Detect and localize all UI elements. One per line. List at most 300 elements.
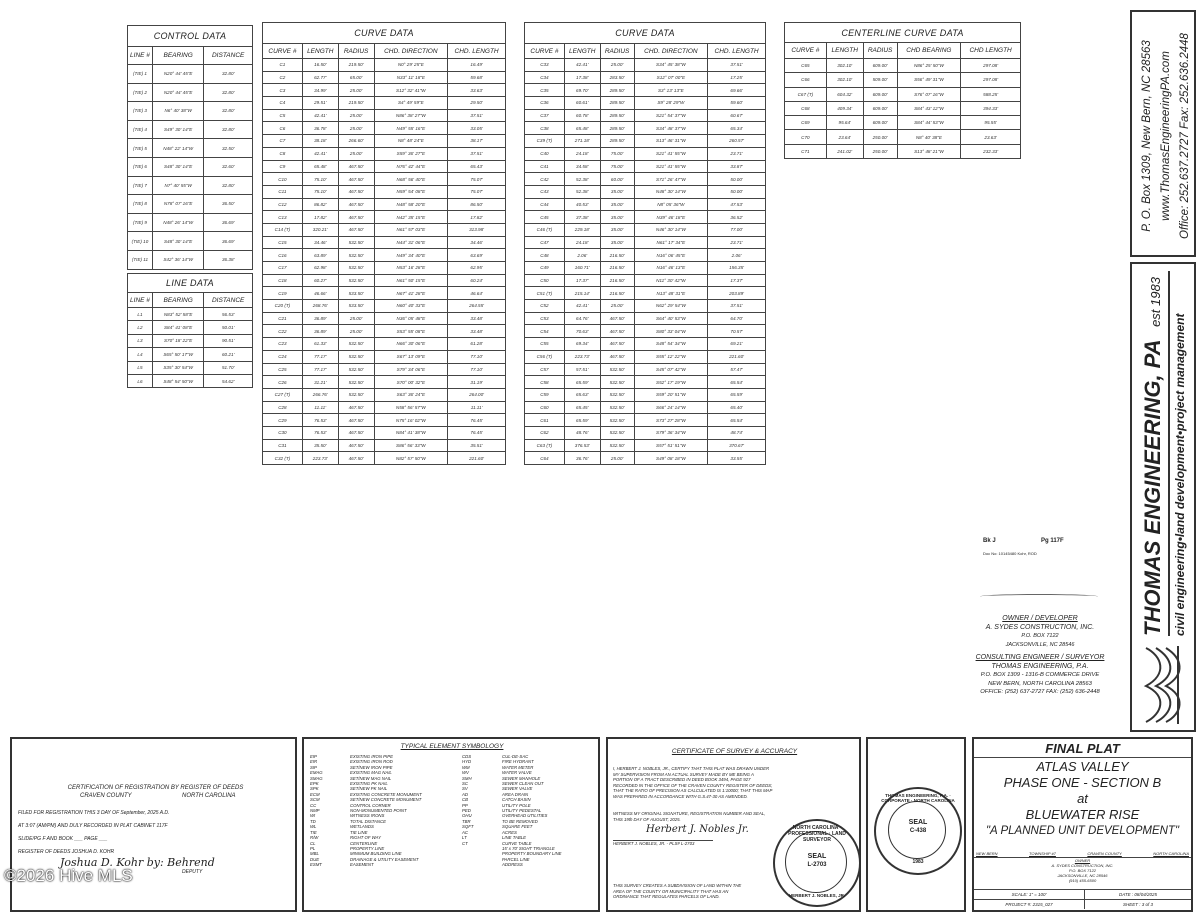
column-header: LENGTH: [564, 44, 600, 59]
table-cell: S48° 30' 14"E: [152, 157, 203, 176]
table-cell: 38.18': [302, 135, 338, 148]
symbol-description: MINIMUM BUILDING LINE: [350, 851, 402, 857]
table-row: [263, 160, 506, 173]
register-signature: Joshua D. Kohr by: Behrend: [60, 856, 215, 869]
table-row: [263, 135, 506, 148]
table-title: LINE DATA: [128, 274, 253, 293]
table-cell: C25: [263, 363, 303, 376]
symbol-description: ADDRESS: [502, 862, 523, 868]
table-cell: 289.50': [600, 84, 634, 97]
table-cell: C46 (T): [525, 223, 565, 236]
table-cell: N11° 30' 42"W: [634, 274, 708, 287]
symbol-abbrev: PP: [462, 802, 468, 808]
table-cell: 86.50': [448, 198, 506, 211]
table-cell: 33.63': [448, 84, 506, 97]
table-cell: 32.50': [204, 139, 253, 158]
table-cell: 35.50': [302, 439, 338, 452]
deputy-label: DEPUTY: [182, 869, 203, 875]
table-cell: 532.50': [338, 388, 374, 401]
table-cell: 64.76': [564, 312, 600, 325]
symbol-abbrev: SIP: [310, 764, 317, 770]
table-cell: 76.45': [448, 414, 506, 427]
table-cell: 95.64': [826, 116, 863, 130]
table-cell: 532.50': [338, 236, 374, 249]
table-cell: S86° 56' 33"W: [374, 439, 448, 452]
symbol-abbrev: TIE: [310, 829, 317, 835]
table-row: [525, 236, 766, 249]
column-header: CHD. DIRECTION: [634, 44, 708, 59]
symbology-legend: [302, 737, 600, 912]
table-cell: 75.00': [600, 147, 634, 160]
table-row: [263, 325, 506, 338]
column-header: CHD. LENGTH: [708, 44, 766, 59]
symbol-description: 15' x 70' SIGHT TRIANGLE: [502, 845, 555, 851]
recording-book: Bk J: [983, 538, 996, 544]
table-cell: 50.00': [708, 173, 766, 186]
table-row: [525, 401, 766, 414]
title-block: [972, 737, 1193, 912]
table-cell: 11.11': [302, 401, 338, 414]
table-cell: 532.50': [600, 439, 634, 452]
company-tagline: civil engineering•land development•project management: [1168, 271, 1187, 636]
project-phase: PHASE ONE - SECTION B: [1003, 775, 1162, 790]
symbol-abbrev: TBR: [462, 818, 471, 824]
table-cell: 62.95': [448, 262, 506, 275]
table-row: [128, 176, 253, 195]
table-cell: 250.00': [863, 144, 897, 158]
table-cell: 65.54': [708, 376, 766, 389]
symbol-abbrev: CB: [462, 797, 468, 803]
table-cell: 46.66': [302, 287, 338, 300]
table-cell: N68° 56' 40"E: [374, 173, 448, 186]
table-cell: 23.71': [708, 147, 766, 160]
owner-line: P.O. BOX 7122: [1021, 633, 1059, 639]
company-website: www.ThomasEngineeringPA.com: [1160, 51, 1172, 221]
table-cell: 36.38': [204, 250, 253, 269]
table-cell: 160.71': [564, 262, 600, 275]
curve-data-2-table: [524, 22, 766, 465]
contact-text: [1138, 20, 1195, 252]
table-cell: C71: [785, 144, 827, 158]
table-cell: 50.01': [204, 321, 253, 334]
table-cell: C22: [263, 325, 303, 338]
engineer-heading: CONSULTING ENGINEER / SURVEYOR: [975, 654, 1105, 661]
table-cell: N20° 44' 45"E: [152, 65, 203, 84]
table-cell: 42.41': [302, 109, 338, 122]
table-cell: 216.50': [600, 249, 634, 262]
control-data-table: [127, 25, 253, 270]
table-cell: N48° 22' 14"W: [152, 139, 203, 158]
table-cell: 283.50': [600, 71, 634, 84]
table-cell: 17.37': [564, 274, 600, 287]
table-row: [525, 160, 766, 173]
table-row: [128, 102, 253, 121]
table-cell: 467.50': [338, 452, 374, 465]
table-cell: 59.68': [448, 71, 506, 84]
table-cell: 54.62': [204, 374, 253, 387]
table-cell: 588.25': [961, 87, 1021, 101]
symbol-description: CENTERLINE: [350, 840, 378, 846]
table-cell: C20 (T): [263, 300, 303, 313]
table-cell: C50: [525, 274, 565, 287]
table-cell: S49° 08' 18"W: [634, 452, 708, 465]
table-cell: 36.78': [302, 122, 338, 135]
location-item: TOWNSHIP #7: [1029, 851, 1056, 856]
table-cell: S70° 00' 32"E: [374, 376, 448, 389]
table-cell: 25.00': [600, 59, 634, 72]
table-row: [525, 122, 766, 135]
development-type: "A PLANNED UNIT DEVELOPMENT": [985, 825, 1180, 837]
table-cell: N8° 40' 38"E: [897, 130, 961, 144]
table-row: [785, 87, 1021, 101]
table-cell: N62° 29' 54"W: [634, 300, 708, 313]
table-cell: 29.51': [302, 97, 338, 110]
table-cell: 48.74': [708, 426, 766, 439]
table-cell: N75° 16' 02"W: [374, 414, 448, 427]
table-cell: 266.60': [338, 135, 374, 148]
symbol-abbrev: LT: [462, 835, 467, 841]
table-cell: N7° 40' 55"W: [152, 176, 203, 195]
symbol-description: WETLANDS: [350, 824, 374, 830]
table-row: [128, 334, 253, 347]
table-cell: C33: [525, 59, 565, 72]
watermark: ©2026 Hive MLS: [4, 866, 133, 885]
table-cell: C38: [525, 122, 565, 135]
table-cell: 532.50': [338, 338, 374, 351]
corporate-seal: [874, 787, 962, 875]
table-row: [263, 198, 506, 211]
table-cell: S13° 46' 31"W: [634, 135, 708, 148]
engineer-line: OFFICE: (252) 637-2727 FAX: (252) 636-2448: [980, 689, 1100, 695]
table-cell: C39 (T): [525, 135, 565, 148]
table-cell: 65.40': [708, 401, 766, 414]
table-cell: C2: [263, 71, 303, 84]
symbol-abbrev: WL: [310, 824, 317, 830]
symbol-description: WITNESS IRONS: [350, 813, 385, 819]
plat-type: FINAL PLAT: [974, 741, 1191, 758]
table-cell: N48° 30' 14"W: [634, 185, 708, 198]
table-row: [525, 452, 766, 465]
table-cell: 532.50': [338, 274, 374, 287]
table-cell: 467.50': [338, 173, 374, 186]
table-cell: 289.50': [600, 97, 634, 110]
table-row: [128, 374, 253, 387]
table-cell: 33.48': [448, 325, 506, 338]
table-cell: 36.76': [564, 452, 600, 465]
wave-logo-icon: [1142, 644, 1188, 726]
column-header: DISTANCE: [204, 293, 253, 308]
symbol-description: CURVE TABLE: [502, 840, 532, 846]
corporate-seal-box: [866, 737, 966, 912]
table-row: [263, 236, 506, 249]
company-phone: Office: 252.637.2727 Fax: 252.636.2448: [1179, 33, 1191, 239]
table-cell: C14 (T): [263, 223, 303, 236]
table-cell: N48° 26' 14"W: [152, 213, 203, 232]
table-cell: N58° 56' 57"W: [374, 401, 448, 414]
table-row: [128, 348, 253, 361]
table-cell: N78° 07' 16"E: [152, 195, 203, 214]
table-cell: 65.48': [302, 160, 338, 173]
table-cell: (TIE) 3: [128, 102, 153, 121]
table-cell: 289.50': [600, 135, 634, 148]
symbol-description: ACRES: [502, 829, 517, 835]
registration-line: FILED FOR REGISTRATION THIS 3 DAY OF September, 2025 A.D.: [18, 810, 170, 816]
symbol-description: CATCH BASIN: [502, 797, 531, 803]
table-cell: 467.50': [338, 198, 374, 211]
symbol-abbrev: PL: [310, 845, 316, 851]
table-cell: S84° 41' 08"E: [152, 321, 203, 334]
table-cell: C70: [785, 130, 827, 144]
table-row: [525, 198, 766, 211]
table-cell: C63 (T): [525, 439, 565, 452]
table-row: [263, 59, 506, 72]
table-cell: 289.50': [600, 109, 634, 122]
table-row: [128, 157, 253, 176]
column-header: RADIUS: [338, 44, 374, 59]
symbol-abbrev: EPK: [310, 781, 319, 787]
table-cell: C49: [525, 262, 565, 275]
table-cell: 532.50': [600, 363, 634, 376]
table-row: [785, 101, 1021, 115]
table-cell: C28: [263, 401, 303, 414]
table-cell: N16° 46' 13"E: [634, 262, 708, 275]
seal-label: SEAL: [807, 853, 827, 860]
table-row: [263, 363, 506, 376]
signature-line: [980, 594, 1098, 599]
table-cell: N20° 44' 45"E: [152, 83, 203, 102]
table-cell: 65.48': [564, 122, 600, 135]
table-cell: C67 (T): [785, 87, 827, 101]
table-cell: 32.80': [204, 65, 253, 84]
table-row: [785, 130, 1021, 144]
engineer-line: NEW BERN, NORTH CAROLINA 28563: [988, 680, 1092, 687]
table-cell: N8° 48' 24"E: [374, 135, 448, 148]
table-cell: 47.53': [708, 198, 766, 211]
table-cell: N6° 40' 38"W: [152, 102, 203, 121]
table-cell: 75.10': [302, 185, 338, 198]
table-cell: 370.67': [708, 439, 766, 452]
table-row: [263, 452, 506, 465]
table-row: [263, 147, 506, 160]
table-cell: 65.59': [564, 376, 600, 389]
table-row: [525, 350, 766, 363]
table-cell: 216.50': [600, 274, 634, 287]
seal-name: HERBERT J. NOBLES, JR.: [788, 893, 846, 898]
table-cell: C18: [263, 274, 303, 287]
table-title: CURVE DATA: [263, 23, 506, 44]
table-cell: C55: [525, 338, 565, 351]
symbol-description: FIRE HYDRANT: [502, 759, 534, 765]
symbol-description: PROPERTY BOUNDARY LINE: [502, 851, 562, 857]
table-cell: 532.50': [600, 401, 634, 414]
table-cell: S57° 51' 51"W: [634, 439, 708, 452]
table-cell: 76.45': [448, 426, 506, 439]
survey-body: I, HERBERT J. NOBLES, JR., CERTIFY THAT THIS PLAT WAS DRAWN UNDER MY SUPERVISION FROM AN ACTUAL SURVEY MADE BY ME BEING A PORTION OF A TRACT DESCRIBED IN DEED BOOK 3494, PAGE 927 RECORDED IN THE OFFICE OF THE CRAVEN COUNTY REGISTER OF DEEDS; THAT THE RATIO OF PRECISION AS CALCULATED IS 1:10000; THAT THIS MAP WAS PREPARED IN ACCORDANCE WITH G.S.47-30 AS AMENDED.: [613, 766, 773, 799]
table-cell: 37.51': [708, 59, 766, 72]
table-cell: N84° 41' 38"W: [374, 426, 448, 439]
table-cell: 532.50': [600, 388, 634, 401]
table-cell: 77.17': [302, 350, 338, 363]
table-row: [263, 249, 506, 262]
table-cell: N39° 46' 18"E: [634, 211, 708, 224]
surveyor-signature: Herbert J. Nobles Jr.: [646, 824, 749, 835]
symbol-abbrev: AC: [462, 829, 468, 835]
table-row: [128, 139, 253, 158]
table-cell: 35.00': [600, 223, 634, 236]
symbol-abbrev: MBL: [310, 851, 319, 857]
table-cell: 2.06': [564, 249, 600, 262]
symbol-abbrev: PED: [462, 808, 471, 814]
table-cell: N36° 05' 48"E: [374, 312, 448, 325]
location-item: NORTH CAROLINA: [1153, 851, 1189, 856]
table-cell: S34° 45' 38"W: [634, 59, 708, 72]
owner-line: (910) 455-6500: [1068, 878, 1097, 883]
symbol-entry: [462, 862, 562, 867]
table-cell: C32 (T): [263, 452, 303, 465]
registration-line: SLIDE/PG F AND BOOK ___ PAGE ___: [18, 836, 108, 842]
table-cell: 62.77': [302, 71, 338, 84]
table-cell: L4: [128, 348, 153, 361]
project-number: PROJECT #: 2315_027: [974, 900, 1085, 909]
table-cell: N13° 48' 31"E: [634, 287, 708, 300]
table-row: [263, 262, 506, 275]
table-cell: 34.58': [564, 160, 600, 173]
registration-fields: [18, 807, 169, 859]
symbol-description: WATER VALVE: [502, 770, 532, 776]
symbol-abbrev: SMAG: [310, 775, 323, 781]
table-cell: C31: [263, 439, 303, 452]
table-cell: C53: [525, 312, 565, 325]
table-row: [525, 376, 766, 389]
table-cell: S48° 54' 50"W: [152, 374, 203, 387]
table-cell: 216.50': [600, 287, 634, 300]
symbol-abbrev: ESMT: [310, 862, 322, 868]
symbol-abbrev: EMAG: [310, 770, 323, 776]
table-cell: 32.80': [204, 120, 253, 139]
curve-data-1-table: [262, 22, 506, 465]
table-cell: 25.00': [600, 300, 634, 313]
table-cell: 77.00': [708, 223, 766, 236]
subdivision-note: THIS SURVEY CREATES A SUBDIVISION OF LAND WITHIN THE AREA OF THE COUNTY OR MUNICIPALITY THAT HAS AN ORDINANCE THAT REGULATES PARCELS OF LAND.: [613, 883, 742, 900]
table-cell: 36.69': [204, 232, 253, 251]
symbol-abbrev: WM: [462, 764, 470, 770]
table-cell: 37.51': [448, 109, 506, 122]
table-cell: 60.61': [564, 97, 600, 110]
table-cell: L2: [128, 321, 153, 334]
symbol-abbrev: R/W: [310, 835, 319, 841]
table-row: [525, 59, 766, 72]
table-row: [263, 84, 506, 97]
table-cell: 17.37': [708, 274, 766, 287]
table-cell: 467.50': [600, 338, 634, 351]
symbol-description: UTILITY POLE: [502, 802, 531, 808]
table-cell: S76° 07' 16"W: [897, 87, 961, 101]
table-row: [525, 173, 766, 186]
table-row: [263, 97, 506, 110]
table-cell: 69.66': [708, 84, 766, 97]
table-cell: 297.08': [961, 73, 1021, 87]
table-row: [525, 312, 766, 325]
table-cell: 229.18': [564, 223, 600, 236]
table-cell: 61.33': [302, 338, 338, 351]
symbol-abbrev: WV: [462, 770, 469, 776]
table-cell: 532.50': [600, 414, 634, 427]
symbol-description: EXISTING IRON PIPE: [350, 754, 393, 759]
table-cell: N49° 55' 16"E: [374, 122, 448, 135]
table-cell: 50.00': [708, 185, 766, 198]
symbol-description: EXISTING MAG NAIL: [350, 770, 392, 776]
table-cell: S3° 13' 13"E: [634, 84, 708, 97]
symbol-abbrev: NMP: [310, 808, 320, 814]
table-cell: 35.00': [600, 185, 634, 198]
table-cell: C43: [525, 185, 565, 198]
table-cell: 36.89': [302, 325, 338, 338]
table-cell: 95.55': [961, 116, 1021, 130]
table-row: [263, 312, 506, 325]
table-cell: C30: [263, 426, 303, 439]
table-cell: 532.50': [338, 262, 374, 275]
engineer-line: THOMAS ENGINEERING, P.A.: [991, 662, 1089, 670]
registration-county: CRAVEN COUNTY: [80, 793, 132, 799]
symbol-abbrev: HYD: [462, 759, 472, 765]
table-cell: 467.50': [600, 350, 634, 363]
table-cell: N61° 50' 15"E: [374, 274, 448, 287]
table-cell: C58: [525, 376, 565, 389]
symbol-abbrev: WI: [310, 813, 316, 819]
company-logo-panel: [1130, 262, 1196, 732]
symbol-abbrev: CT: [462, 840, 468, 846]
table-cell: C44: [525, 198, 565, 211]
table-cell: C51 (T): [525, 287, 565, 300]
table-cell: 23.71': [708, 236, 766, 249]
scale: SCALE: 1" = 100': [974, 890, 1085, 899]
table-cell: L3: [128, 334, 153, 347]
table-cell: C45: [525, 211, 565, 224]
table-row: [525, 274, 766, 287]
table-cell: 223.73': [302, 452, 338, 465]
table-cell: 533.50': [338, 300, 374, 313]
table-cell: C13: [263, 211, 303, 224]
column-header: BEARING: [152, 293, 203, 308]
table-cell: L6: [128, 374, 153, 387]
table-cell: N16° 06' 45"E: [634, 249, 708, 262]
registration-line: REGISTER OF DEEDS JOSHUA D. KOHR: [18, 849, 115, 855]
table-cell: 25.00': [600, 452, 634, 465]
table-cell: S48° 30' 14"E: [152, 232, 203, 251]
table-cell: 394.33': [961, 101, 1021, 115]
table-cell: C11: [263, 185, 303, 198]
table-row: [263, 376, 506, 389]
company-est: est 1983: [1148, 277, 1163, 327]
table-row: [263, 338, 506, 351]
table-row: [525, 185, 766, 198]
survey-title: CERTIFICATE OF SURVEY & ACCURACY: [671, 748, 798, 755]
table-cell: 467.50': [338, 426, 374, 439]
location-line: [976, 851, 1189, 856]
table-row: [263, 173, 506, 186]
table-cell: C37: [525, 109, 565, 122]
symbol-description: LINE TABLE: [502, 835, 527, 841]
table-cell: 33.05': [448, 122, 506, 135]
table-cell: N83° 52' 58"E: [152, 308, 203, 321]
symbol-abbrev: ECM: [310, 791, 320, 797]
table-cell: 241.02': [826, 144, 863, 158]
table-cell: 76.53': [302, 426, 338, 439]
table-cell: 260.57': [708, 135, 766, 148]
symbol-abbrev: EIP: [310, 754, 317, 759]
table-cell: C21: [263, 312, 303, 325]
table-cell: 17.82': [448, 211, 506, 224]
